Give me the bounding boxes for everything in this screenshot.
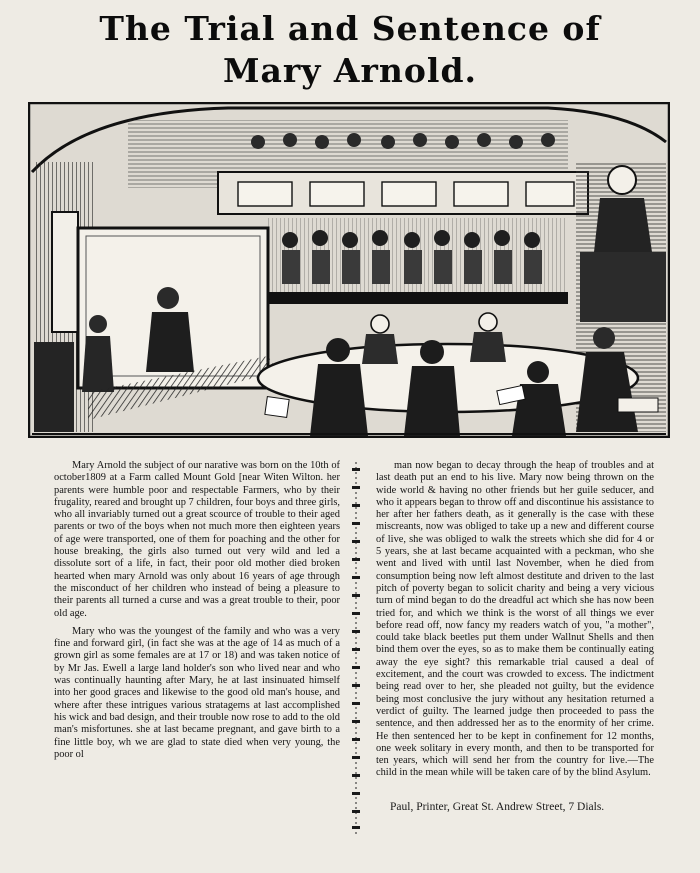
left-paragraph-1: Mary Arnold the subject of our narative was born on the 10th of october1809 at a Farm called Mount Gold [near Witen Wilton. her parents were humble poor and respectable Farmers, who by their frugality, reared and brought up 7 children, four boys and three girls, who all invariably turned out a great scource of trouble to their aged parents or two of the boys when not much more then eighteen years of age were transported, one of them for poaching and the other for house breaking, the girls also turned out very wild and led a dissolute sort of a life, in fact, their poor old mother died broken hearted when mary Arnold was only about 16 years of age through the misconduct of her children who instead of being a pleasure to their parents all turned a curse and was a great trouble to their, poor old age. xyxy=(54,460,340,619)
courtroom-engraving xyxy=(28,102,670,438)
title-line-2: Mary Arnold. xyxy=(222,51,478,90)
right-text-column xyxy=(376,460,654,786)
title-line-1: The Trial and Sentence of xyxy=(99,9,601,48)
column-divider-ornament xyxy=(351,462,361,834)
printer-imprint: Paul, Printer, Great St. Andrew Street, 7 Dials. xyxy=(390,801,605,813)
right-paragraph-1: man now began to decay through the heap of troubles and at last death put an end to his live. Mary now being thrown on the wide world & having no other friends but her guile seducer, and who it appears began to throw off and discontinue his assistance to her after her fathers death, as it generally is the case with these miscreants, now was obliged to take up a new and different course of live, she was obliged to walk the streets which she did for 4 or 5 years, she at last became acquainted with a peckman, who she went and lived with until last November, when he died from consumption being now left almost destitute and driven to the last pitch of poverty began to solicit charity and being a very vicious turn of mind began to do the dreadful act which she has now been tried for, and which we think is the worst of all things we ever before read off, now fancy my readers watch of you, "a mother", could take black beetles put them under Wallnut Shells and then bind them over the eyes, so as to make them be continually eating away the eye sight? this remarkable trial caused a deal of excitement, and the court was crowded to excess. The indictment being read over to her, she pleaded not guilty, but the evidence being most conclusive the jury without any hesitation returned a verdict of guilty. The learned judge then proceeded to pass the sentence, and then addressed her as to the enormity of her crime. He then sentenced her to be kept in confinement for 12 months, one week solitary in every month, and then to be transported for ten years, which will send her from the country for live.—The child in the mean while will be taken care of by the blind Asylum. xyxy=(376,460,654,779)
broadside-title xyxy=(0,8,700,92)
left-paragraph-2: Mary who was the youngest of the family and who was a very fine and forward girl, (in fact she was at the age of 14 as much of a grown girl as some females are at 17 or 18) and was taken notice of by Mr Jas. Ewell a large land holder's son who lived near and who was continually haunting after Mary, he at last insinuated himself into her good graces and likewise to the good old man's house, and where after these intrigues various stratagems at last accomplished his wick and bad design, and their trouble now rose to add to the old man's misfortunes. she at last became pregnant, and gave birth to a fine little boy, wh we are glad to state died when very young, the poor ol xyxy=(54,625,340,760)
left-text-column xyxy=(54,460,340,767)
